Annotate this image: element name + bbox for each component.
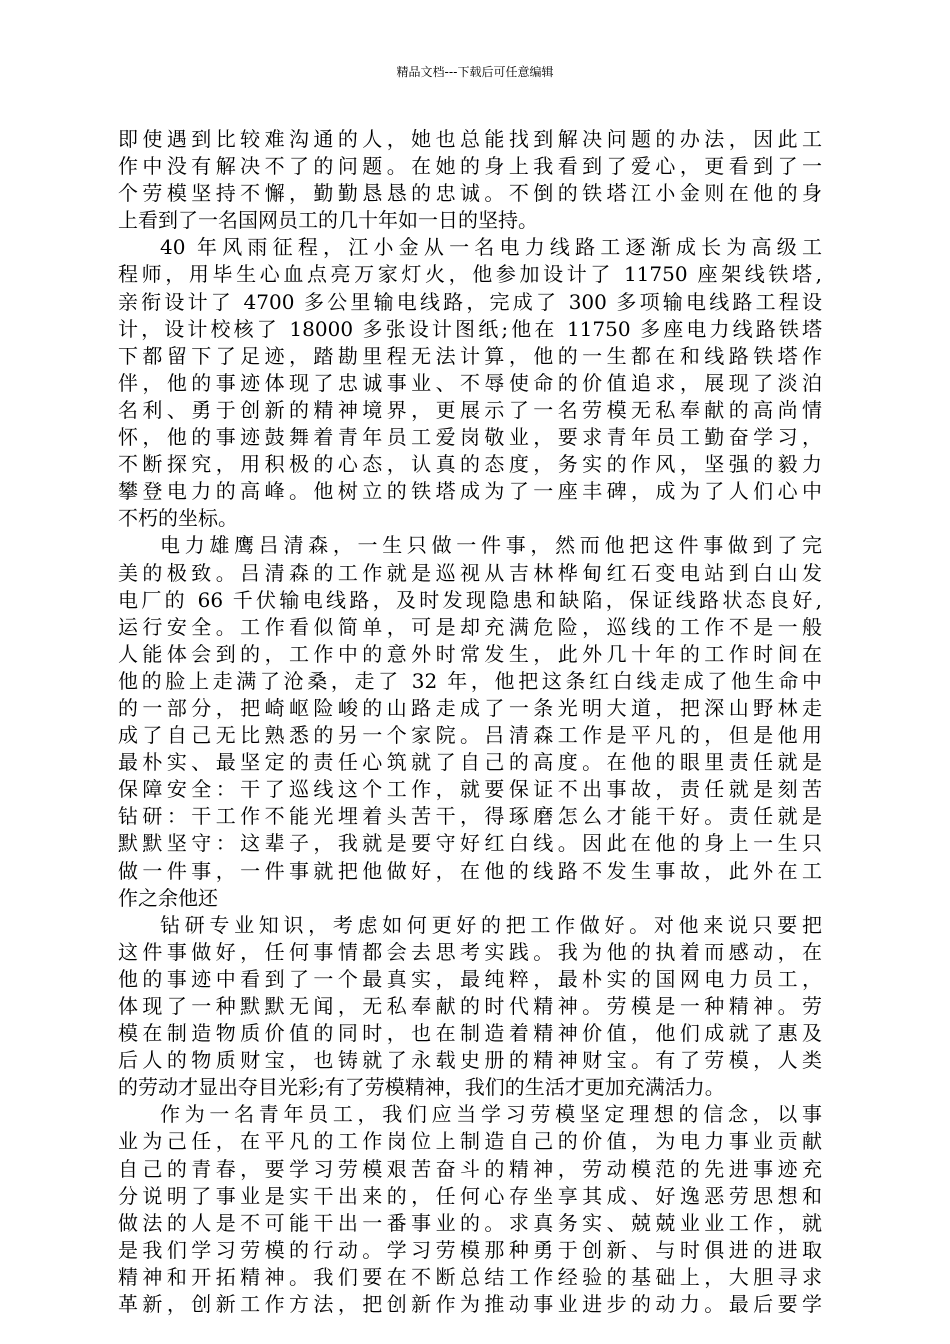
- text-line: 美的极致。吕清森的工作就是巡视从吉林桦甸红石变电站到白山发: [118, 560, 822, 585]
- text-line: 亲衔设计了 4700 多公里输电线路，完成了 300 多项输电线路工程设: [118, 289, 822, 314]
- text-line: 分说明了事业是实干出来的，任何心存坐享其成、好逸恶劳思想和: [118, 1183, 822, 1208]
- text-line: 他的事迹中看到了一个最真实，最纯粹，最朴实的国网电力员工，: [118, 966, 822, 991]
- text-line: 40 年风雨征程，江小金从一名电力线路工逐渐成长为高级工: [160, 235, 822, 260]
- text-line: 作为一名青年员工，我们应当学习劳模坚定理想的信念，以事: [160, 1102, 822, 1127]
- text-line: 革新，创新工作方法，把创新作为推动事业进步的动力。最后要学: [118, 1292, 822, 1317]
- text-line: 不断探究，用积极的心态，认真的态度，务实的作风，坚强的毅力: [118, 452, 822, 477]
- text-line: 名利、勇于创新的精神境界，更展示了一名劳模无私奉献的高尚情: [118, 397, 822, 422]
- text-line: 伴，他的事迹体现了忠诚事业、不辱使命的价值追求，展现了淡泊: [118, 370, 822, 395]
- text-line: 程师，用毕生心血点亮万家灯火，他参加设计了 11750 座架线铁塔,: [118, 262, 822, 287]
- text-line: 成了自己无比熟悉的另一个家院。吕清森工作是平凡的，但是他用: [118, 723, 822, 748]
- text-line: 人能体会到的，工作中的意外时常发生，此外几十年的工作时间在: [118, 641, 822, 666]
- text-line: 电厂的 66 千伏输电线路，及时发现隐患和缺陷，保证线路状态良好,: [118, 587, 822, 612]
- text-line: 钻研专业知识，考虑如何更好的把工作做好。对他来说只要把: [160, 912, 822, 937]
- text-line: 即使遇到比较难沟通的人，她也总能找到解决问题的办法，因此工: [118, 127, 822, 151]
- text-line: 上看到了一名国网员工的几十年如一日的坚持。: [118, 208, 538, 233]
- text-line: 怀，他的事迹鼓舞着青年员工爱岗敬业，要求青年员工勤奋学习，: [118, 425, 822, 450]
- text-line: 电力雄鹰吕清森，一生只做一件事，然而他把这件事做到了完: [160, 533, 822, 558]
- text-line: 作中没有解决不了的问题。在她的身上我看到了爱心，更看到了一: [118, 154, 822, 179]
- text-line: 他的脸上走满了沧桑，走了 32 年，他把这条红白线走成了他生命中: [118, 668, 822, 693]
- text-line: 不朽的坐标。: [118, 506, 238, 531]
- text-line: 自己的青春，要学习劳模艰苦奋斗的精神，劳动模范的先进事迹充: [118, 1156, 822, 1181]
- text-line: 下都留下了足迹，踏勘里程无法计算，他的一生都在和线路铁塔作: [118, 343, 822, 368]
- text-line: 精神和开拓精神。我们要在不断总结工作经验的基础上，大胆寻求: [118, 1264, 822, 1289]
- text-line: 做法的人是不可能干出一番事业的。求真务实、兢兢业业工作，就: [118, 1210, 822, 1235]
- text-line: 是我们学习劳模的行动。学习劳模那种勇于创新、与时俱进的进取: [118, 1237, 822, 1262]
- text-line: 攀登电力的高峰。他树立的铁塔成为了一座丰碑，成为了人们心中: [118, 479, 822, 504]
- text-line: 计，设计校核了 18000 多张设计图纸;他在 11750 多座电力线路铁塔: [118, 316, 822, 341]
- text-line: 个劳模坚持不懈，勤勤恳恳的忠诚。不倒的铁塔江小金则在他的身: [118, 181, 822, 206]
- text-line: 业为己任，在平凡的工作岗位上制造自己的价值，为电力事业贡献: [118, 1129, 822, 1154]
- text-line: 模在制造物质价值的同时，也在制造着精神价值，他们成就了惠及: [118, 1021, 822, 1046]
- text-line: 做一件事，一件事就把他做好，在他的线路不发生事故，此外在工: [118, 858, 822, 883]
- text-line: 这件事做好，任何事情都会去思考实践。我为他的执着而感动，在: [118, 939, 822, 964]
- text-line: 作之余他还: [118, 885, 218, 910]
- text-line: 体现了一种默默无闻，无私奉献的时代精神。劳模是一种精神。劳: [118, 994, 822, 1018]
- text-line: 运行安全。工作看似简单，可是却充满危险，巡线的工作不是一般: [118, 614, 822, 639]
- text-line: 保障安全：干了巡线这个工作，就要保证不出事故，责任就是刻苦: [118, 777, 822, 802]
- text-line: 后人的物质财宝，也铸就了永载史册的精神财宝。有了劳模，人类: [118, 1048, 822, 1073]
- text-line: 最朴实、最坚定的责任心筑就了自己的高度。在他的眼里责任就是: [118, 750, 822, 775]
- text-line: 默默坚守：这辈子，我就是要守好红白线。因此在他的身上一生只: [118, 831, 822, 856]
- document-body: [118, 126, 822, 1318]
- page-header: 精品文档---下载后可任意编辑: [396, 65, 554, 79]
- text-line: 的一部分，把崎岖险峻的山路走成了一条光明大道，把深山野林走: [118, 695, 822, 720]
- text-line: 钻研：干工作不能光埋着头苦干，得琢磨怎么才能干好。责任就是: [118, 804, 822, 829]
- text-line: 的劳动才显出夺目光彩;有了劳模精神，我们的生活才更加充满活力。: [118, 1075, 725, 1100]
